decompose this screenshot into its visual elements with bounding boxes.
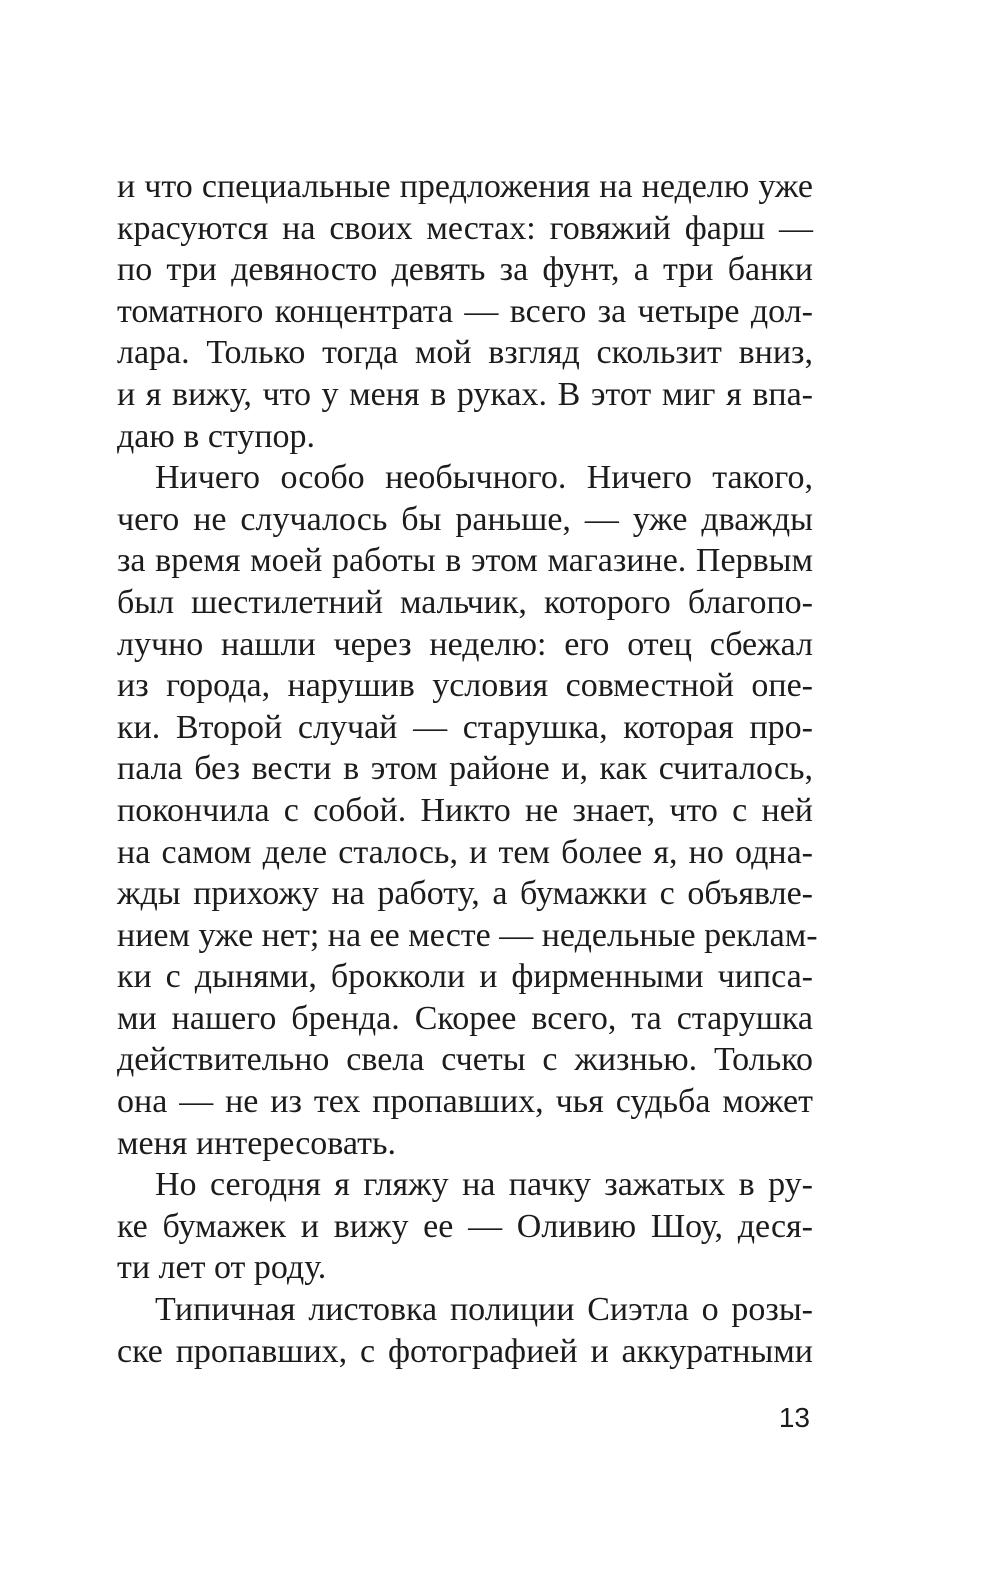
text-line: за время моей работы в этом магазине. Первым <box>117 542 813 580</box>
text-line: лучно нашли через неделю: его отец сбежал <box>117 625 813 663</box>
text-line: ке бумажек и вижу ее — Оливию Шоу, деся- <box>117 1207 813 1245</box>
text-line: Ничего особо необычного. Ничего такого, <box>155 459 813 497</box>
text-line: действительно свела счеты с жизнью. Только <box>117 1041 813 1079</box>
text-line: пала без вести в этом районе и, как считалось, <box>117 750 813 788</box>
text-line: жды прихожу на работу, а бумажки с объявле- <box>117 875 813 913</box>
text-line: нием уже нет; на ее месте — недельные реклам- <box>117 916 818 954</box>
text-line: и что специальные предложения на неделю уже <box>117 168 813 205</box>
text-line: покончила с собой. Никто не знает, что с ней <box>117 791 813 829</box>
text-line: красуются на своих местах: говяжий фарш — <box>117 209 813 247</box>
text-line: по три девяносто девять за фунт, а три банки <box>117 251 813 289</box>
text-line: ки с дынями, брокколи и фирменными чипса- <box>117 958 813 996</box>
text-line: и я вижу, что у меня в руках. В этот миг я впа- <box>117 375 813 413</box>
text-line: Но сегодня я гляжу на пачку зажатых в ру- <box>155 1166 813 1204</box>
text-line: ске пропавших, с фотографией и аккуратными <box>117 1332 813 1370</box>
text-line: она — не из тех пропавших, чья судьба может <box>117 1083 813 1121</box>
text-line: ки. Второй случай — старушка, которая про- <box>117 708 813 746</box>
text-line: на самом деле сталось, и тем более я, но одна- <box>117 833 813 871</box>
text-line: из города, нарушив условия совместной опе- <box>117 667 813 705</box>
text-line: ми нашего бренда. Скорее всего, та старушка <box>117 999 813 1037</box>
page-number: 13 <box>778 1402 810 1433</box>
text-line: чего не случалось бы раньше, — уже дважды <box>117 500 813 538</box>
text-line: Типичная листовка полиции Сиэтла о розы- <box>155 1291 813 1329</box>
text-line: томатного концентрата — всего за четыре дол- <box>117 292 813 330</box>
body-text <box>117 166 818 1372</box>
text-line: даю в ступор. <box>117 417 316 455</box>
text-line: лара. Только тогда мой взгляд скользит вниз, <box>117 334 813 372</box>
text-line: был шестилетний мальчик, которого благопо- <box>117 583 813 621</box>
text-line: меня интересовать. <box>117 1124 396 1162</box>
text-line: ти лет от роду. <box>117 1249 327 1287</box>
